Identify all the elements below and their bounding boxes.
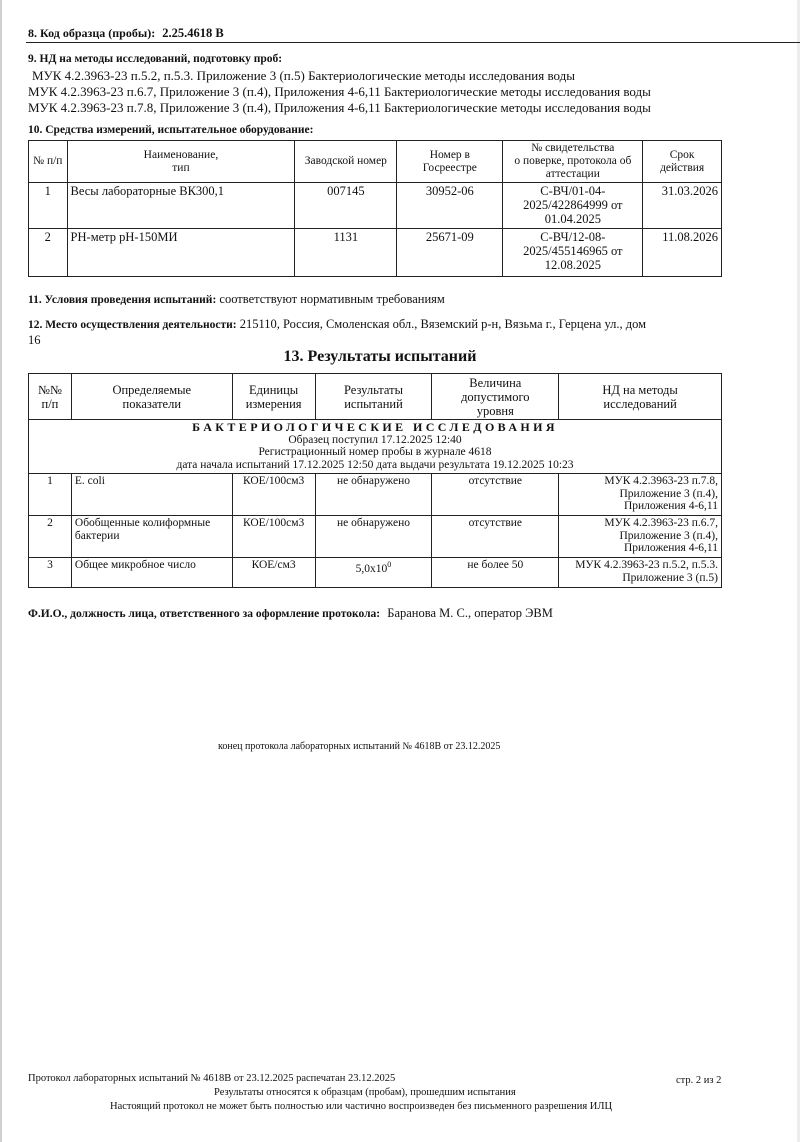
band-registration: Регистрационный номер пробы в журнале 4618 <box>258 446 492 458</box>
col-validity: Срок действия <box>643 141 722 183</box>
responsible-row <box>28 606 553 621</box>
equipment-header-row <box>29 141 722 183</box>
protocol-end-note: конец протокола лабораторных испытаний № 4618В от 23.12.2025 <box>218 741 501 752</box>
section-9-title: 9. НД на методы исследований, подготовку проб: <box>28 53 283 65</box>
col-units: Единицы измерения <box>232 374 315 420</box>
equipment-serial: 007145 <box>295 183 397 229</box>
section-12-value-cont: 16 <box>28 333 41 347</box>
scan-edge-left <box>0 0 2 1142</box>
band-received: Образец поступил 17.12.2025 12:40 <box>288 433 462 446</box>
equipment-certificate: С-ВЧ/12-08- 2025/455146965 от 12.08.2025 <box>503 229 643 277</box>
equipment-name: PH-метр pH-150МИ <box>67 229 295 277</box>
section-9-line-3: МУК 4.2.3963-23 п.7.8, Приложение 3 (п.4), Приложения 4-6,11 Бактериологические методы исследования воды <box>28 100 651 115</box>
result-indicator: Обобщенные колиформные бактерии <box>71 516 232 558</box>
section-11 <box>28 292 445 307</box>
band-title: БАКТЕРИОЛОГИЧЕСКИЕ ИССЛЕДОВАНИЯ <box>192 420 558 434</box>
section-12 <box>28 317 646 332</box>
col-name: Наименование, тип <box>67 141 295 183</box>
col-method: НД на методы исследований <box>559 374 722 420</box>
section-9-line-2: МУК 4.2.3963-23 п.6.7, Приложение 3 (п.4), Приложения 4-6,11 Бактериологические методы исследования воды <box>28 84 651 99</box>
section-11-value: соответствуют нормативным требованиям <box>219 292 445 306</box>
responsible-value: Баранова М. С., оператор ЭВМ <box>387 606 553 620</box>
results-band <box>29 420 722 474</box>
col-serial: Заводской номер <box>295 141 397 183</box>
result-value: не обнаружено <box>315 474 432 516</box>
equipment-table <box>28 140 722 277</box>
equipment-certificate: С-ВЧ/01-04- 2025/422864999 от 01.04.2025 <box>503 183 643 229</box>
result-indicator: Общее микробное число <box>71 558 232 588</box>
results-table <box>28 373 722 588</box>
equipment-validity: 31.03.2026 <box>643 183 722 229</box>
table-row <box>29 516 722 558</box>
result-num: 1 <box>29 474 72 516</box>
result-method: МУК 4.2.3963-23 п.5.2, п.5.3. Приложение 3 (п.5) <box>559 558 722 588</box>
sample-code-value: 2.25.4618 В <box>162 26 224 40</box>
equipment-name: Весы лабораторные ВК300,1 <box>67 183 295 229</box>
equipment-registry: 30952-06 <box>397 183 503 229</box>
result-limit: отсутствие <box>432 474 559 516</box>
result-method: МУК 4.2.3963-23 п.7.8, Приложение 3 (п.4), Приложения 4-6,11 <box>559 474 722 516</box>
result-value: не обнаружено <box>315 516 432 558</box>
section-10-title: 10. Средства измерений, испытательное оборудование: <box>28 124 314 136</box>
result-units: КОЕ/см3 <box>232 558 315 588</box>
result-units: КОЕ/100см3 <box>232 474 315 516</box>
col-result: Результаты испытаний <box>315 374 432 420</box>
result-method: МУК 4.2.3963-23 п.6.7, Приложение 3 (п.4), Приложения 4-6,11 <box>559 516 722 558</box>
footer-line-1: Протокол лабораторных испытаний № 4618В от 23.12.2025 распечатан 23.12.2025 <box>28 1073 396 1084</box>
section-12-label: 12. Место осуществления деятельности: <box>28 319 237 331</box>
result-units: КОЕ/100см3 <box>232 516 315 558</box>
result-limit: не более 50 <box>432 558 559 588</box>
sample-code-row <box>28 26 224 41</box>
results-band-row <box>29 420 722 474</box>
table-row <box>29 558 722 588</box>
responsible-label: Ф.И.О., должность лица, ответственного за оформление протокола: <box>28 608 381 620</box>
section-9-line-1: МУК 4.2.3963-23 п.5.2, п.5.3. Приложение 3 (п.5) Бактериологические методы исследования воды <box>32 68 575 83</box>
page-number: стр. 2 из 2 <box>676 1075 722 1086</box>
equipment-num: 2 <box>29 229 68 277</box>
col-num: № п/п <box>29 141 68 183</box>
equipment-serial: 1131 <box>295 229 397 277</box>
result-value: $5,0x10^0$ <box>315 558 432 588</box>
band-dates: дата начала испытаний 17.12.2025 12:50 дата выдачи результата 19.12.2025 10:23 <box>176 458 574 471</box>
footer-line-2: Результаты относятся к образцам (пробам), прошедшим испытания <box>214 1087 516 1098</box>
sample-code-label: 8. Код образца (пробы): <box>28 26 156 40</box>
equipment-num: 1 <box>29 183 68 229</box>
equipment-registry: 25671-09 <box>397 229 503 277</box>
col-registry: Номер в Госреестре <box>397 141 503 183</box>
table-row <box>29 474 722 516</box>
result-num: 3 <box>29 558 72 588</box>
equipment-validity: 11.08.2026 <box>643 229 722 277</box>
section-13-title: 13. Результаты испытаний <box>283 348 477 365</box>
table-row <box>29 183 722 229</box>
section-12-value: 215110, Россия, Смоленская обл., Вяземский р-н, Вязьма г., Герцена ул., дом <box>239 317 647 331</box>
col-num: №№ п/п <box>29 374 72 420</box>
result-num: 2 <box>29 516 72 558</box>
results-header-row <box>29 374 722 420</box>
col-indicator: Определяемые показатели <box>71 374 232 420</box>
col-limit: Величина допустимого уровня <box>432 374 559 420</box>
footer-line-3: Настоящий протокол не может быть полностью или частично воспроизведен без письменного разрешения ИЛЦ <box>110 1101 613 1112</box>
result-limit: отсутствие <box>432 516 559 558</box>
table-row <box>29 229 722 277</box>
result-indicator: E. coli <box>71 474 232 516</box>
section-11-label: 11. Условия проведения испытаний: <box>28 294 217 306</box>
col-certificate: № свидетельства о поверке, протокола об аттестации <box>503 141 643 183</box>
header-rule <box>26 42 800 43</box>
